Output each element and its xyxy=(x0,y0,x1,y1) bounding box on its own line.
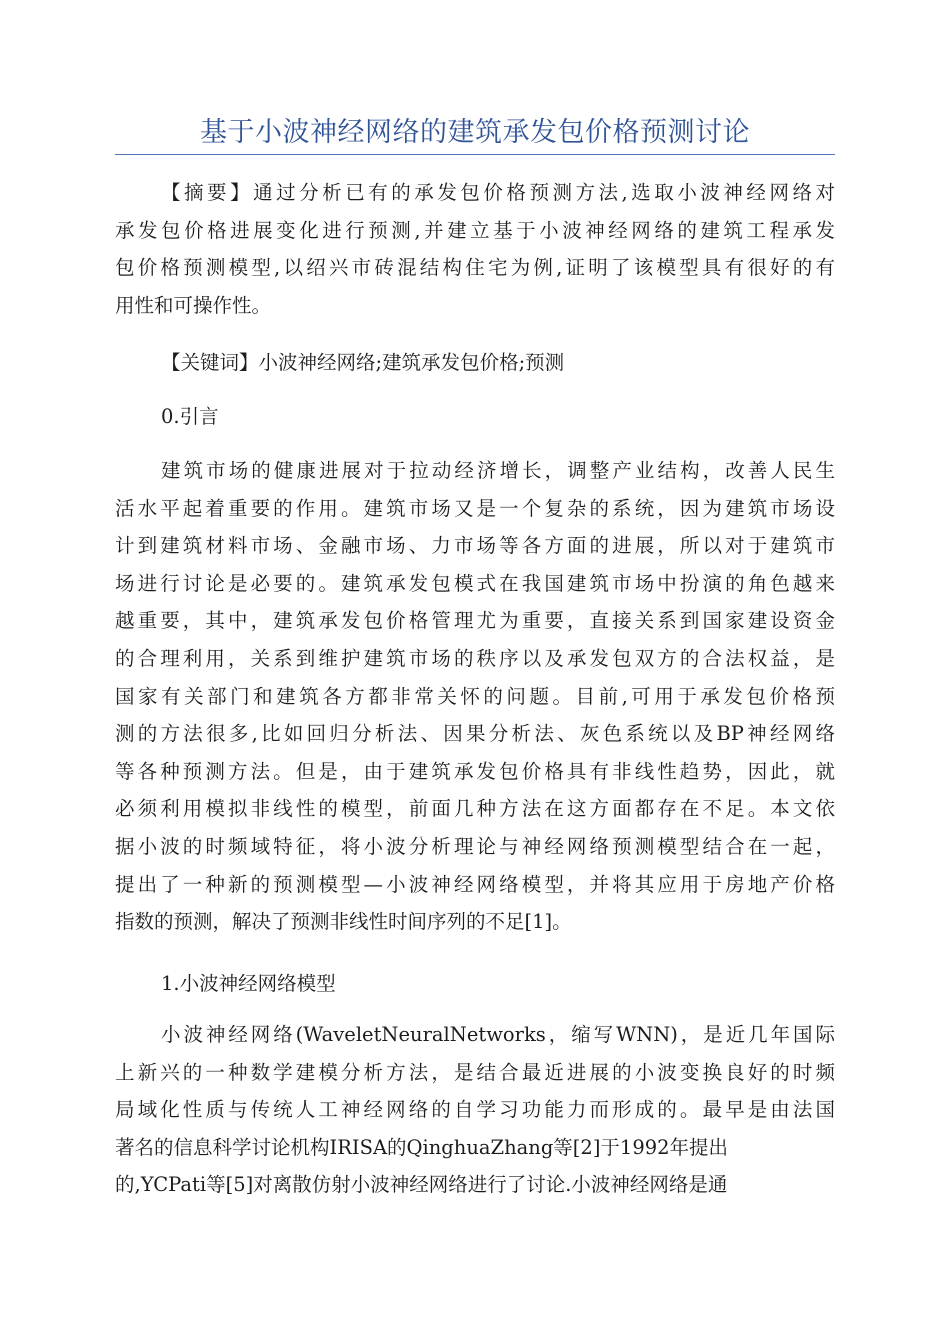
intro-line: 测的方法很多,比如回归分析法、因果分析法、灰色系统以及BP神经网络 xyxy=(115,722,835,746)
intro-line: 计到建筑材料市场、金融市场、力市场等各方面的进展，所以对于建筑市 xyxy=(115,534,835,558)
intro-line: 据小波的时频域特征，将小波分析理论与神经网络预测模型结合在一起， xyxy=(115,834,835,858)
section1-line: 的,YCPati等[5]对离散仿射小波神经网络进行了讨论.小波神经网络是通 xyxy=(115,1173,728,1197)
intro-line: 提出了一种新的预测模型—小波神经网络模型，并将其应用于房地产价格 xyxy=(115,872,835,896)
keywords-line: 【关键词】小波神经网络;建筑承发包价格;预测 xyxy=(161,351,565,374)
intro-line: 国家有关部门和建筑各方都非常关怀的问题。目前,可用于承发包价格预 xyxy=(115,684,835,708)
section-heading-wavelet-model xyxy=(115,965,835,1003)
intro-line: 越重要，其中，建筑承发包价格管理尤为重要，直接关系到国家建设资金 xyxy=(115,609,835,633)
intro-line: 的合理利用，关系到维护建筑市场的秩序以及承发包双方的合法权益，是 xyxy=(115,646,835,670)
abstract-paragraph xyxy=(115,174,835,324)
document-title: 基于小波神经网络的建筑承发包价格预测讨论 xyxy=(200,117,750,148)
keywords-paragraph xyxy=(115,344,835,382)
intro-line: 必须利用模拟非线性的模型，前面几种方法在这方面都存在不足。本文依 xyxy=(115,797,835,821)
intro-line: 等各种预测方法。但是，由于建筑承发包价格具有非线性趋势，因此，就 xyxy=(115,759,835,783)
introduction-paragraph xyxy=(115,452,835,941)
title-underline xyxy=(115,154,835,155)
abstract-line: 【摘要】通过分析已有的承发包价格预测方法,选取小波神经网络对 xyxy=(161,181,835,204)
intro-line: 建筑市场的健康进展对于拉动经济增长，调整产业结构，改善人民生 xyxy=(161,459,835,482)
wavelet-model-paragraph xyxy=(115,1016,835,1204)
intro-line: 指数的预测，解决了预测非线性时间序列的不足[1]。 xyxy=(115,910,572,934)
section1-line: 著名的信息科学讨论机构IRISA的QinghuaZhang等[2]于1992年提出 xyxy=(115,1135,729,1159)
abstract-line: 用性和可操作性。 xyxy=(115,293,272,317)
section1-line: 小波神经网络(WaveletNeuralNetworks，缩写WNN)，是近几年国际 xyxy=(161,1023,835,1046)
section-heading-introduction xyxy=(115,398,835,436)
section1-line: 上新兴的一种数学建模分析方法，是结合最近进展的小波变换良好的时频 xyxy=(115,1060,835,1084)
abstract-line: 包价格预测模型,以绍兴市砖混结构住宅为例,证明了该模型具有很好的有 xyxy=(115,256,835,280)
intro-line: 场进行讨论是必要的。建筑承发包模式在我国建筑市场中扮演的角色越来 xyxy=(115,571,835,595)
section-heading-text: 1.小波神经网络模型 xyxy=(161,972,336,995)
section-heading-text: 0.引言 xyxy=(161,405,219,428)
abstract-line: 承发包价格进展变化进行预测,并建立基于小波神经网络的建筑工程承发 xyxy=(115,218,835,242)
section1-line: 局域化性质与传统人工神经网络的自学习功能力而形成的。最早是由法国 xyxy=(115,1098,835,1122)
intro-line: 活水平起着重要的作用。建筑市场又是一个复杂的系统，因为建筑市场设 xyxy=(115,496,835,520)
